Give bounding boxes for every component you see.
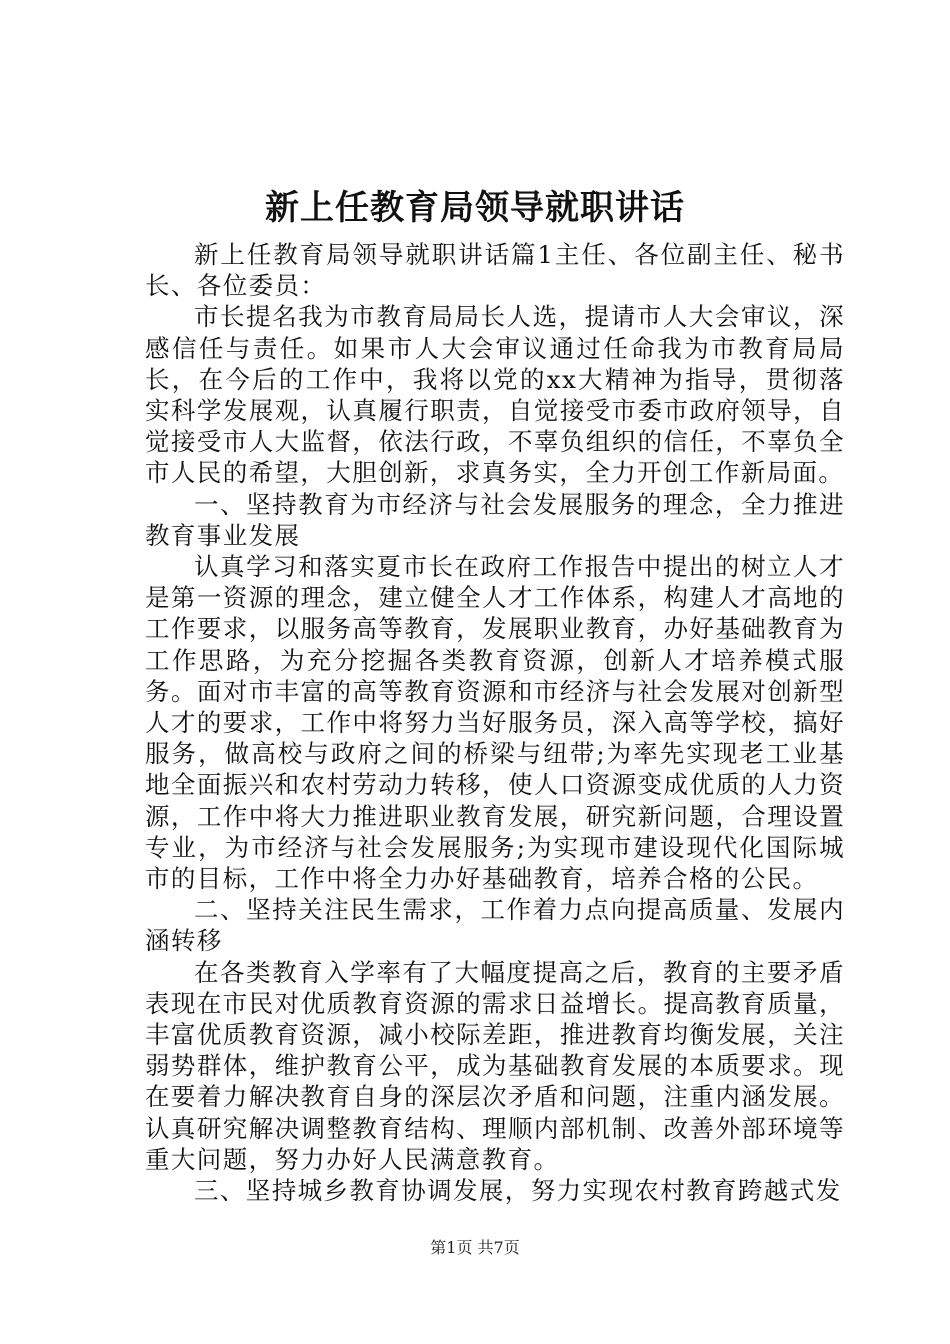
- section-heading-2: 二、坚持关注民生需求，工作着力点向提高质量、发展内涵转移: [145, 895, 845, 956]
- section-heading-1: 一、坚持教育为市经济与社会发展服务的理念，全力推进教育事业发展: [145, 489, 845, 550]
- document-title: 新上任教育局领导就职讲话: [265, 188, 685, 228]
- paragraph-section-2: 在各类教育入学率有了大幅度提高之后，教育的主要矛盾表现在市民对优质教育资源的需求日益增长。提高教育质量，丰富优质教育资源，减小校际差距，推进教育均衡发展，关注弱势群体，维护教育公平，成为基础教育发展的本质要求。现在要着力解决教育自身的深层次矛盾和问题，注重内涵发展。认真研究解决调整教育结构、理顺内部机制、改善外部环境等重大问题，努力办好人民满意教育。: [145, 957, 845, 1174]
- page-footer: [0, 1237, 950, 1259]
- page-number: 第1页 共7页: [430, 1238, 520, 1257]
- document-body: [145, 239, 845, 1206]
- paragraph-section-1: 认真学习和落实夏市长在政府工作报告中提出的树立人才是第一资源的理念，建立健全人才工作体系，构建人才高地的工作要求，以服务高等教育，发展职业教育，办好基础教育为工作思路，为充分挖掘各类教育资源，创新人才培养模式服务。面对市丰富的高等教育资源和市经济与社会发展对创新型人才的要求，工作中将努力当好服务员，深入高等学校，搞好服务，做高校与政府之间的桥梁与纽带;为率先实现老工业基地全面振兴和农村劳动力转移，使人口资源变成优质的人力资源，工作中将大力推进职业教育发展，研究新问题，合理设置专业，为市经济与社会发展服务;为实现市建设现代化国际城市的目标，工作中将全力办好基础教育，培养合格的公民。: [145, 552, 845, 894]
- paragraph-greeting: 新上任教育局领导就职讲话篇1主任、各位副主任、秘书长、各位委员：: [145, 240, 845, 301]
- paragraph-intro: 市长提名我为市教育局局长人选，提请市人大会审议，深感信任与责任。如果市人大会审议通过任命我为市教育局局长，在今后的工作中，我将以党的xx大精神为指导，贯彻落实科学发展观，认真履行职责，自觉接受市委市政府领导，自觉接受市人大监督，依法行政，不辜负组织的信任，不辜负全市人民的希望，大胆创新，求真务实，全力开创工作新局面。: [145, 302, 845, 488]
- section-heading-3: 三、坚持城乡教育协调发展，努力实现农村教育跨越式发: [194, 1176, 842, 1206]
